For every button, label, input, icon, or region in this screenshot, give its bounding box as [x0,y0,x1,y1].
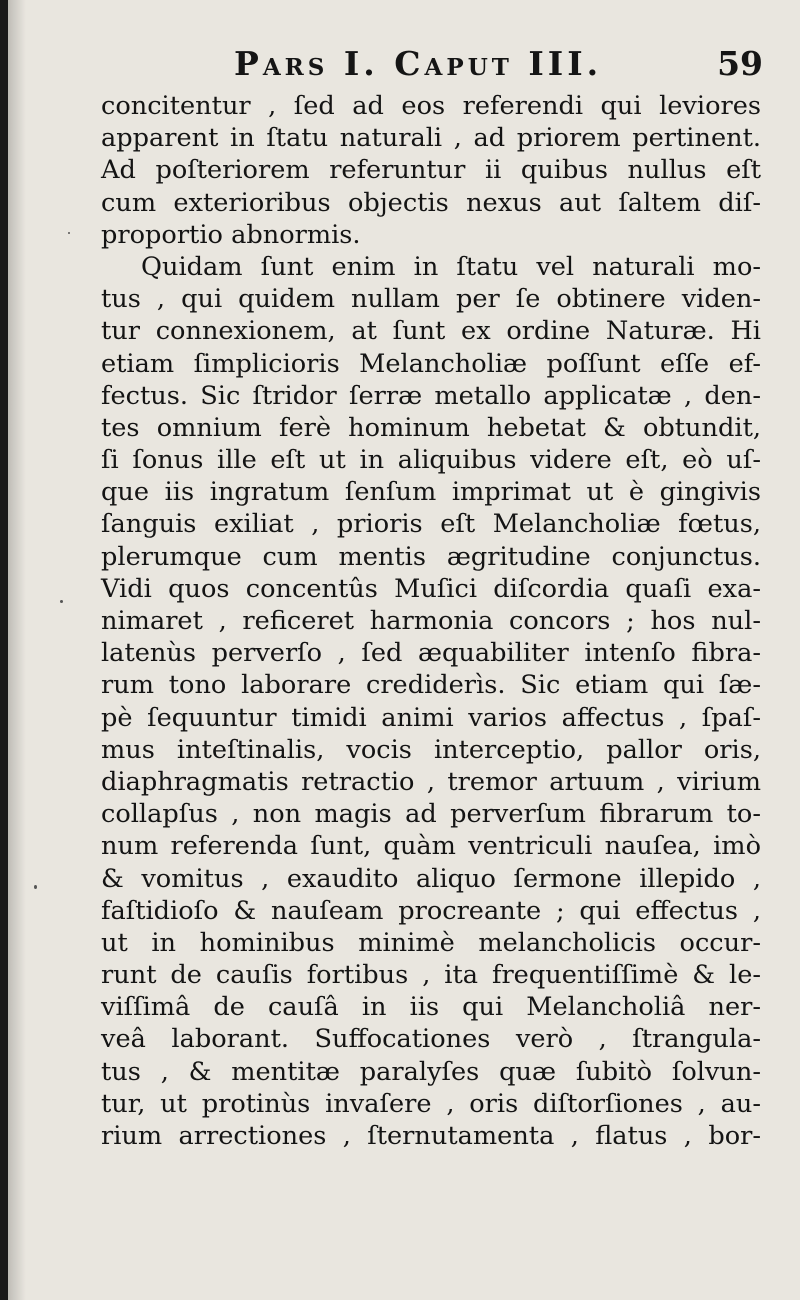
text-line: pè ſequuntur timidi animi varios affectus , ſpaſ- [101,702,761,733]
spine-shadow [8,0,26,1300]
text-line: ſi ſonus ille eſt ut in aliquibus videre eſt, eò uſ- [101,445,761,476]
text-line: num referenda ſunt, quàm ventriculi nauſea, imò [101,831,761,862]
text-line: concitentur , ſed ad eos referendi qui leviores [101,91,761,121]
text-line: Ad poſteriorem referuntur ii quibus nullus eſt [101,155,761,186]
text-line: viſſimâ de cauſâ in iis qui Melancholiâ ner- [101,992,761,1023]
page-header [98,40,763,90]
text-line: diaphragmatis retractio , tremor artuum , virium [101,766,761,797]
text-line: tus , & mentitæ paralyſes quæ ſubitò ſolvun- [101,1056,761,1087]
text-line: fectus. Sic ſtridor ſerræ metallo applicatæ , den- [101,380,761,411]
text-line: runt de cauſis fortibus , ita frequentiſſimè & le- [101,960,761,991]
text-line: cum exterioribus objectis nexus aut ſaltem diſ- [101,187,761,218]
page-number: 59 [717,44,763,83]
paper-speck [68,232,70,234]
book-page [8,0,800,1300]
text-line: mus inteſtinalis, vocis interceptio, pallor oris, [101,734,761,765]
paper-speck [60,600,63,603]
text-line: etiam ſimplicioris Melancholiæ poſſunt eſſe ef- [101,348,761,379]
text-line: veâ laborant. Suffocationes verò , ſtrangula- [101,1024,761,1055]
text-line: latenùs perverſo , ſed æquabiliter intenſo fibra- [101,638,761,669]
text-line: que iis ingratum ſenſum imprimat ut è gingivis [101,477,761,508]
text-line: Quidam ſunt enim in ſtatu vel naturali mo- [141,251,761,282]
text-line: ſanguis exiliat , prioris eſt Melancholiæ fœtus, [101,509,761,540]
text-line: Vidi quos concentûs Muſici diſcordia quaſi exa- [101,573,761,604]
text-line: tes omnium ferè hominum hebetat & obtundit, [101,412,761,443]
text-line: collapſus , non magis ad perverſum fibrarum to- [101,799,761,830]
text-line: apparent in ſtatu naturali , ad priorem pertinent. [101,123,761,154]
text-line: faſtidioſo & nauſeam procreante ; qui effectus , [101,895,761,926]
text-line: plerumque cum mentis ægritudine conjunctus. [101,541,761,572]
text-line: tur, ut protinùs invaſere , oris diſtorſiones , au- [101,1088,761,1119]
text-line: proportio abnormis. [101,219,361,250]
text-line: & vomitus , exaudito aliquo ſermone illepido , [101,863,761,894]
running-title: Pars I. Caput III. [234,44,603,83]
text-line: ut in hominibus minimè melancholicis occur- [101,927,761,958]
text-line: tur connexionem, at ſunt ex ordine Naturæ. Hi [101,316,761,347]
text-line: nimaret , reficeret harmonia concors ; hos nul- [101,606,761,636]
text-line: rum tono laborare crediderìs. Sic etiam qui ſæ- [101,670,761,701]
paper-speck [34,885,37,889]
text-line: tus , qui quidem nullam per ſe obtinere viden- [101,284,761,315]
text-line: rium arrectiones , ſternutamenta , flatus , bor- [101,1121,761,1151]
body-text [101,90,761,1152]
